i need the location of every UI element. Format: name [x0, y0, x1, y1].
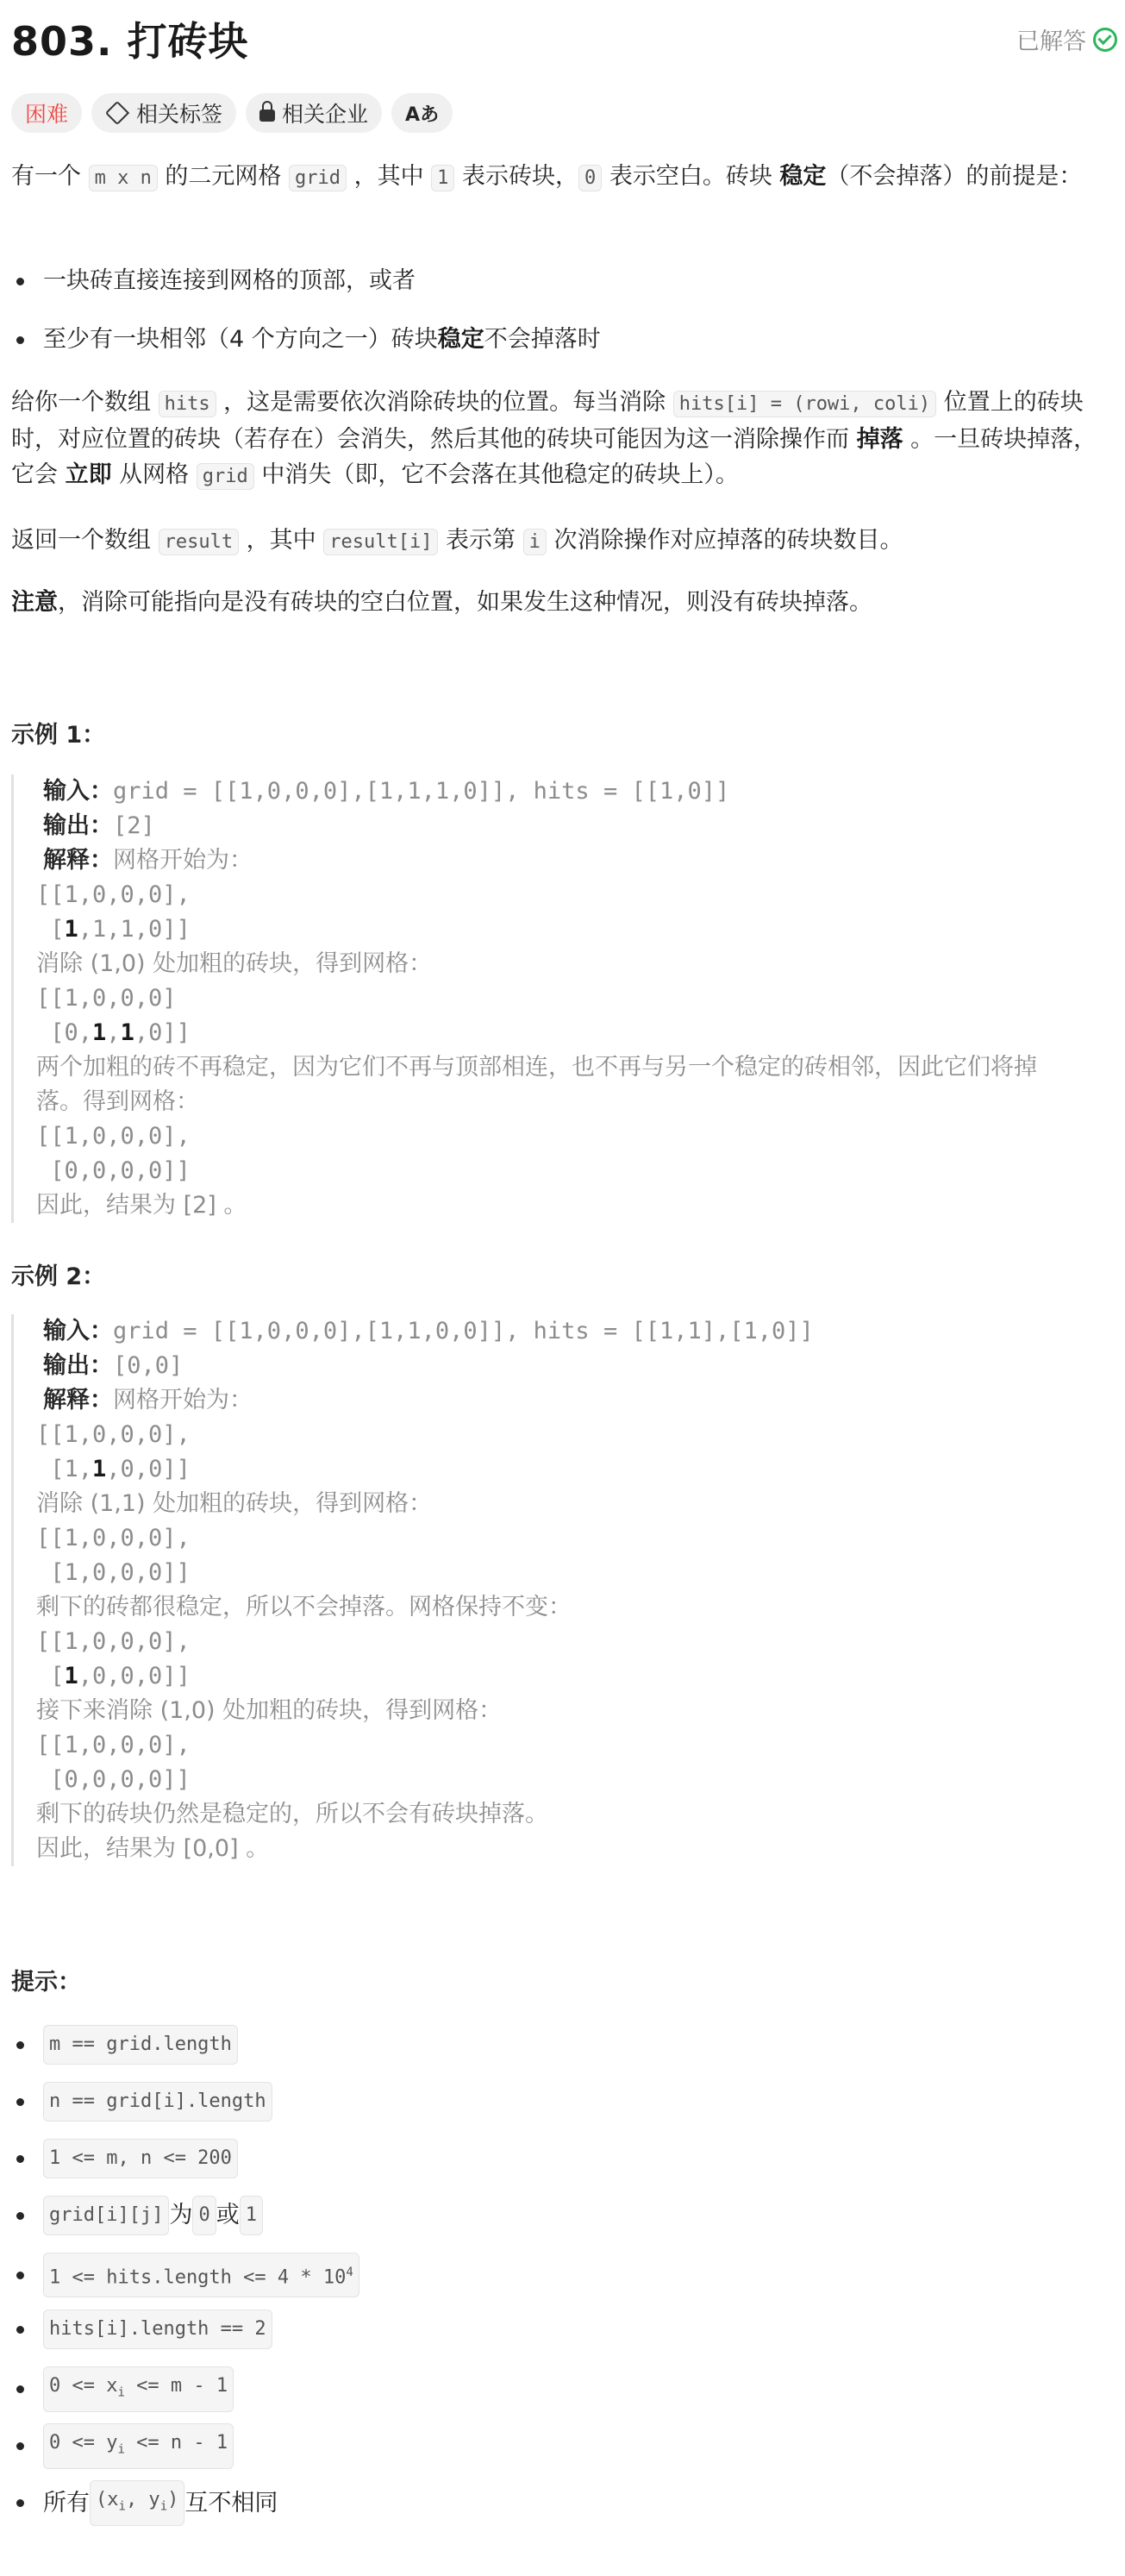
- text-span: 。一旦砖块掉落，它会: [11, 426, 1097, 488]
- text-span: [1,: [36, 1456, 93, 1482]
- text-span: 剩下的砖块仍然是稳定的，所以不会有砖块掉落。: [36, 1801, 548, 1827]
- text-span: 表示空白。砖块: [602, 163, 780, 190]
- hits-paragraph: [11, 385, 1106, 494]
- text-span: ,1,1,0]]: [78, 916, 191, 943]
- inline-code: i: [523, 529, 547, 555]
- text-span: 中消失（即，它不会落在其他稳定的砖块上）。: [253, 461, 739, 488]
- text-span: [0,0]: [113, 1352, 184, 1379]
- text-span: 消除 (1,0) 处加粗的砖块，得到网格：: [36, 950, 433, 977]
- text-span: 网格开始为：: [113, 847, 253, 874]
- text-span: 表示第: [438, 527, 523, 554]
- text-span: 的二元网格: [157, 163, 289, 190]
- text-span: 为: [169, 2202, 193, 2228]
- text-span: 一块砖直接连接到网格的顶部，或者: [43, 267, 416, 294]
- text-span: ，其中: [239, 527, 324, 554]
- tag-bar: [11, 93, 453, 133]
- text-span: [0,0,0,0]]: [36, 1157, 191, 1184]
- text-span: 1: [64, 1663, 78, 1689]
- text-span: 互不相同: [184, 2489, 278, 2516]
- text-span: <= m - 1: [124, 2375, 228, 2397]
- inline-code: hits: [159, 391, 216, 417]
- inline-code: m x n: [89, 165, 158, 191]
- text-span: [: [36, 1663, 65, 1689]
- text-span: （不会掉落）的前提是：: [826, 163, 1083, 190]
- text-span: [: [36, 916, 65, 943]
- list-item: [11, 264, 416, 298]
- text-span: [[1,0,0,0]: [36, 985, 177, 1012]
- text-span: 不会掉落时: [484, 326, 601, 353]
- text-span: 表示砖块，: [454, 163, 578, 190]
- text-span: ,: [106, 1019, 121, 1046]
- text-span: 1 <= hits.length <= 4 * 10: [49, 2266, 347, 2289]
- inline-code: grid: [197, 463, 254, 490]
- text-span: ,0,0,0]]: [78, 1663, 191, 1689]
- text-span: 消除 (1,1) 处加粗的砖块，得到网格：: [36, 1490, 433, 1517]
- inline-code: m == grid.length: [43, 2025, 238, 2065]
- text-span: 至少有一块相邻（4 个方向之一）砖块: [43, 326, 438, 353]
- constraint-item: [11, 2139, 238, 2178]
- text-span: 落。得到网格：: [36, 1088, 199, 1115]
- text-span: i: [117, 2442, 125, 2457]
- page-title: 803. 打砖块: [11, 18, 249, 65]
- text-span: 1: [120, 1019, 134, 1046]
- inline-code: grid[i][j]: [43, 2196, 169, 2235]
- text-span: 0 <= x: [49, 2375, 118, 2397]
- example-1-title: 示例 1：: [11, 722, 106, 749]
- check-circle-icon: [1093, 28, 1117, 52]
- text-span: 1: [92, 1019, 107, 1046]
- text-span: [0,0,0,0]]: [36, 1766, 191, 1793]
- text-span: 稳定: [779, 163, 827, 190]
- text-span: 给你一个数组: [11, 389, 159, 416]
- text-span: 1: [92, 1456, 107, 1482]
- companies-button[interactable]: [246, 93, 382, 133]
- text-span: 立即: [65, 461, 112, 488]
- text-span: 所有: [43, 2489, 90, 2516]
- inline-code: 1 <= m, n <= 200: [43, 2139, 238, 2178]
- text-span: ,0]]: [134, 1019, 191, 1046]
- text-span: 0 <= y: [49, 2432, 118, 2454]
- text-span: (x: [96, 2489, 119, 2510]
- inline-code: hits[i].length == 2: [43, 2310, 272, 2349]
- text-span: 稳定: [437, 326, 484, 353]
- text-span: [[1,0,0,0],: [36, 1123, 191, 1150]
- inline-code: 1: [240, 2196, 263, 2235]
- difficulty-badge: [11, 93, 82, 133]
- example-2-title: 示例 2：: [11, 1263, 106, 1290]
- tag-icon: [105, 101, 129, 125]
- constraints-title: 提示：: [11, 1969, 81, 1996]
- inline-code: result[i]: [323, 529, 438, 555]
- translate-button[interactable]: [391, 93, 453, 133]
- constraint-item: [11, 2480, 278, 2526]
- inline-code: hits[i] = (rowi, coli): [673, 391, 936, 417]
- text-span: grid = [[1,0,0,0],[1,1,1,0]], hits = [[1,0]]: [113, 778, 730, 805]
- text-span: 输入：: [43, 778, 113, 805]
- text-span: 返回一个数组: [11, 527, 159, 554]
- text-span: 接下来消除 (1,0) 处加粗的砖块，得到网格：: [36, 1697, 503, 1724]
- inline-code: grid: [289, 165, 347, 191]
- text-span: [0,: [36, 1019, 93, 1046]
- text-span: 两个加粗的砖不再稳定，因为它们不再与顶部相连，也不再与另一个稳定的砖相邻，因此它们将掉: [36, 1054, 1037, 1081]
- text-span: 剩下的砖都很稳定，所以不会掉落。网格保持不变：: [36, 1594, 572, 1620]
- text-span: i: [159, 2499, 168, 2514]
- topics-label: 相关标签: [136, 102, 223, 127]
- constraint-item: [11, 2423, 234, 2469]
- text-span: 因此，结果为 [2] 。: [36, 1192, 247, 1219]
- text-span: 从网格: [111, 461, 197, 488]
- text-span: 有一个: [11, 163, 89, 190]
- text-span: [1,0,0,0]]: [36, 1559, 191, 1586]
- text-span: [[1,0,0,0],: [36, 1628, 191, 1655]
- solved-label: 已解答: [1016, 28, 1086, 55]
- inline-code: n == grid[i].length: [43, 2082, 272, 2122]
- text-span: [[1,0,0,0],: [36, 1421, 191, 1448]
- text-span: [[1,0,0,0],: [36, 1732, 191, 1758]
- intro-paragraph: [11, 159, 1106, 196]
- text-span: 输入：: [43, 1318, 113, 1344]
- return-paragraph: [11, 523, 1106, 560]
- example-1-block: [11, 774, 1115, 1223]
- list-item: [11, 323, 601, 357]
- text-span: ，消除可能指向是没有砖块的空白位置，如果发生这种情况，则没有砖块掉落。: [58, 589, 872, 616]
- solved-status: [1016, 22, 1117, 56]
- text-span: grid = [[1,0,0,0],[1,1,0,0]], hits = [[1,1],[1,0]]: [113, 1318, 814, 1344]
- text-span: i: [118, 2499, 126, 2514]
- translate-icon: Aあ: [405, 103, 440, 126]
- companies-label: 相关企业: [282, 102, 369, 127]
- text-span: 解释：: [43, 847, 113, 874]
- text-span: ): [167, 2489, 179, 2510]
- constraint-item: [11, 2366, 234, 2412]
- note-paragraph: [11, 585, 1106, 620]
- inline-code: 0: [192, 2196, 216, 2235]
- text-span: [[1,0,0,0],: [36, 1525, 191, 1551]
- text-span: 4: [346, 2266, 353, 2279]
- text-span: 掉落: [856, 426, 903, 453]
- text-span: 注意: [11, 589, 58, 616]
- constraint-item: [11, 2196, 263, 2235]
- text-span: ，这是需要依次消除砖块的位置。每当消除: [216, 389, 673, 416]
- lock-icon: [259, 110, 275, 122]
- text-span: ，其中: [346, 163, 432, 190]
- text-span: i: [117, 2385, 125, 2400]
- text-span: 解释：: [43, 1387, 113, 1413]
- text-span: 输出：: [43, 812, 113, 839]
- constraint-item: [11, 2025, 238, 2065]
- text-span: 或: [216, 2202, 240, 2228]
- inline-code: result: [159, 529, 239, 555]
- text-span: 网格开始为：: [113, 1387, 253, 1413]
- text-span: [[1,0,0,0],: [36, 881, 191, 908]
- text-span: <= n - 1: [124, 2432, 228, 2454]
- text-span: 1: [64, 916, 78, 943]
- text-span: 因此，结果为 [0,0] 。: [36, 1835, 270, 1862]
- text-span: [2]: [113, 812, 155, 839]
- example-2-block: [11, 1314, 1115, 1866]
- constraint-item: [11, 2253, 359, 2297]
- constraint-item: [11, 2082, 272, 2122]
- inline-code: 1: [431, 165, 454, 191]
- difficulty-label: 困难: [25, 102, 69, 127]
- text-span: 输出：: [43, 1352, 113, 1379]
- text-span: , y: [125, 2489, 160, 2510]
- inline-code: 0: [578, 165, 602, 191]
- constraint-item: [11, 2310, 272, 2349]
- topics-button[interactable]: [91, 93, 236, 133]
- text-span: 位置上的砖块时，对应位置的砖块（若存在）会消失，然后其他的砖块可能因为这一消除操作而: [11, 389, 1084, 453]
- text-span: 次消除操作对应掉落的砖块数目。: [546, 527, 903, 554]
- text-span: ,0,0]]: [106, 1456, 191, 1482]
